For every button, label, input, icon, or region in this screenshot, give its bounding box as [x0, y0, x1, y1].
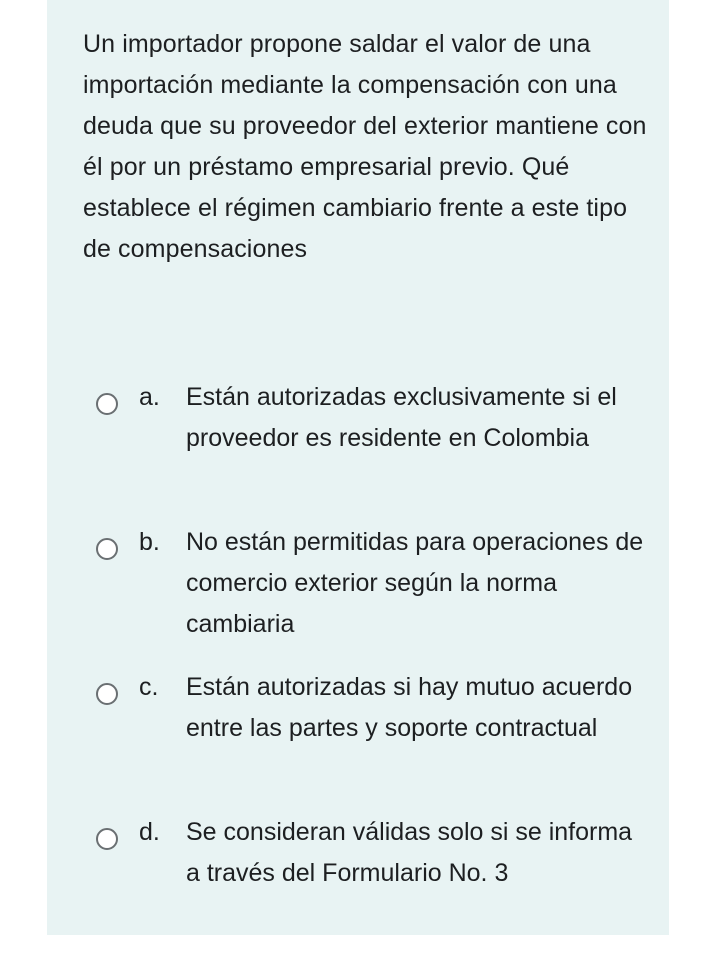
- question-text: Un importador propone saldar el valor de una importación mediante la compensación con una deuda que su proveedor del exterior mantiene con él por un préstamo empresarial previo. Qué establece el régimen cambiario frente a este tipo de compensaciones: [83, 30, 647, 263]
- option-d[interactable]: [47, 812, 669, 957]
- answer-options: [47, 377, 669, 957]
- radio-button-c[interactable]: [96, 683, 118, 705]
- question-card: [47, 0, 669, 935]
- radio-button-b[interactable]: [96, 538, 118, 560]
- option-b[interactable]: [47, 522, 669, 667]
- option-letter: b.: [139, 528, 160, 556]
- option-text: Están autorizadas exclusivamente si el proveedor es residente en Colombia: [186, 383, 617, 452]
- option-text: No están permitidas para operaciones de comercio exterior según la norma cambiaria: [186, 528, 644, 638]
- option-c[interactable]: [47, 667, 669, 812]
- option-letter: c.: [139, 673, 159, 701]
- option-letter: a.: [139, 383, 160, 411]
- radio-button-a[interactable]: [96, 393, 118, 415]
- radio-button-d[interactable]: [96, 828, 118, 850]
- option-a[interactable]: [47, 377, 669, 522]
- option-text: Están autorizadas si hay mutuo acuerdo entre las partes y soporte contractual: [186, 673, 633, 742]
- option-letter: d.: [139, 818, 160, 846]
- option-text: Se consideran válidas solo si se informa a través del Formulario No. 3: [186, 818, 633, 887]
